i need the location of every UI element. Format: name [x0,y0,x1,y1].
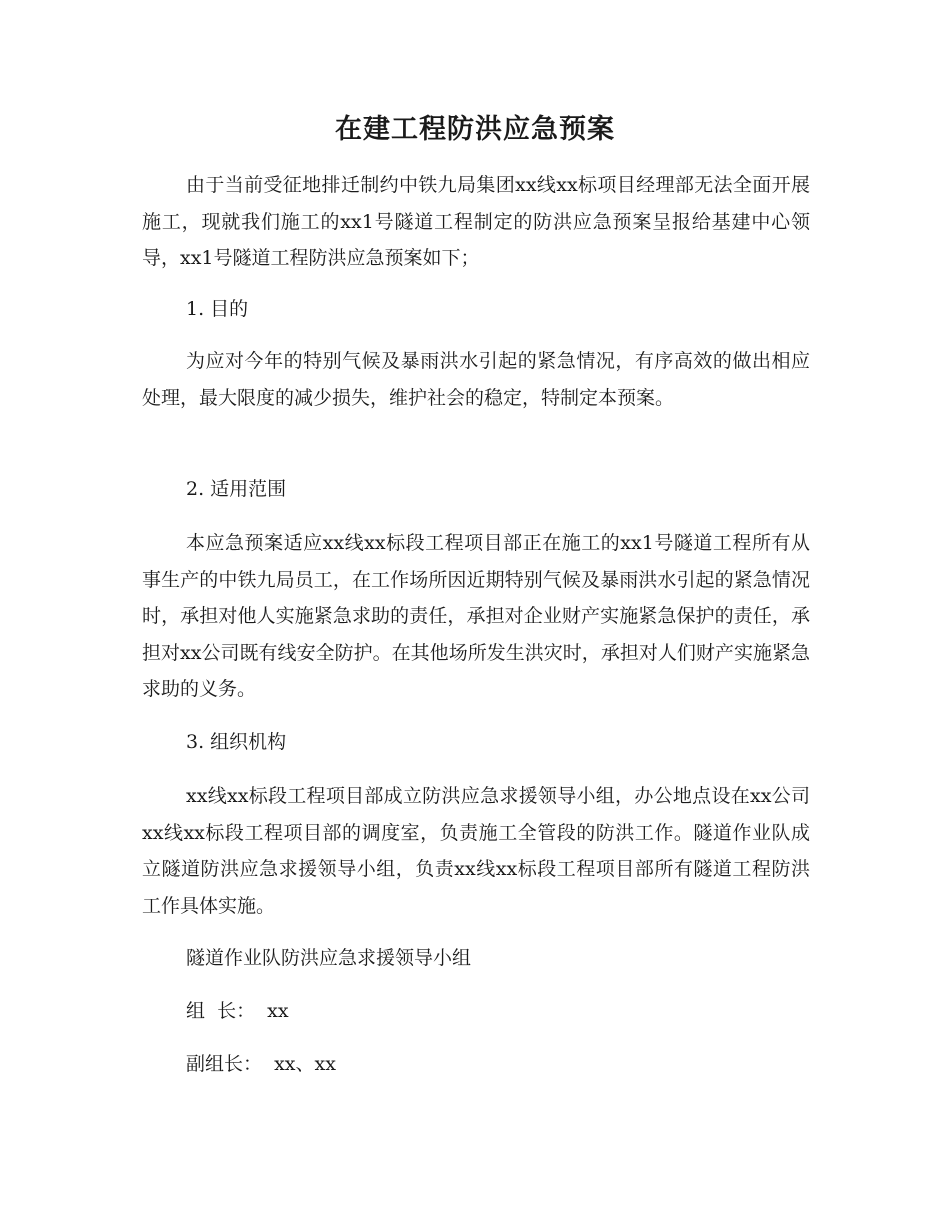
group-leader: 组 长： xx [186,1000,289,1022]
section-body-scope: 本应急预案适应xx线xx标段工程项目部正在施工的xx1号隧道工程所有从事生产的中铁九局员工，在工作场所因近期特别气候及暴雨洪水引起的紧急情况时，承担对他人实施紧急求助的责任，承担对企业财产实施紧急保护的责任，承担对xx公司既有线安全防护。在其他场所发生洪灾时，承担对人们财产实施紧急求助的义务。 [142,532,810,700]
section-body-purpose: 为应对今年的特别气候及暴雨洪水引起的紧急情况，有序高效的做出相应处理，最大限度的减少损失，维护社会的稳定，特制定本预案。 [142,350,810,409]
section-heading-organization: 3. 组织机构 [186,731,287,753]
section-heading-scope: 2. 适用范围 [186,478,287,500]
section-body-organization: xx线xx标段工程项目部成立防洪应急求援领导小组，办公地点设在xx公司xx线xx标段工程项目部的调度室，负责施工全管段的防洪工作。隧道作业队成立隧道防洪应急求援领导小组，负责xx线xx标段工程项目部所有隧道工程防洪工作具体实施。 [142,785,810,917]
group-title: 隧道作业队防洪应急求援领导小组 [186,947,472,969]
intro-paragraph: 由于当前受征地排迁制约中铁九局集团xx线xx标项目经理部无法全面开展施工，现就我们施工的xx1号隧道工程制定的防洪应急预案呈报给基建中心领导，xx1号隧道工程防洪应急预案如下； [142,174,810,269]
document-title: 在建工程防洪应急预案 [335,114,615,145]
section-heading-purpose: 1. 目的 [186,298,249,320]
group-deputy-leader: 副组长： xx、xx [186,1053,336,1075]
